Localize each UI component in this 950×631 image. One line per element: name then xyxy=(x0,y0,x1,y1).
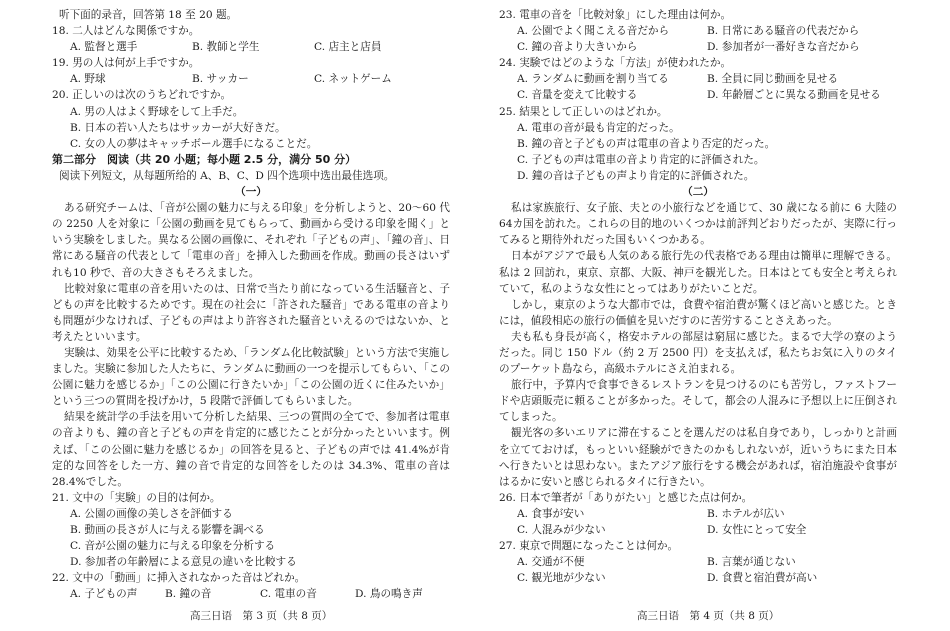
question-21: 21. 文中の「実験」の目的は何か。 xyxy=(52,491,221,504)
option: A. 子どもの声 xyxy=(70,588,138,601)
question-22: 22. 文中の「動画」に挿入されなかった音はどれか。 xyxy=(52,572,306,585)
passage-paragraph: 比較対象に電車の音を用いたのは、日常で当たり前になっている生活騒音と、子どもの声を比較するためです。現在の社会に「許された騒音」である電車の音よりも問題が少なければ、子どもの声はより許容された騒音といえるのではないか、と考えたといいます。 xyxy=(52,282,450,343)
section-title: 第二部分 阅读（共 20 小题；每小题 2.5 分，满分 50 分） xyxy=(52,152,357,166)
left-column xyxy=(52,7,450,602)
right-column xyxy=(499,7,897,586)
passage-paragraph: しかし，東京のような大都市では，食費や宿泊費が驚くほど高いと感じた。ときには，値段相応の旅行の価値を見いだすのに苦労することさえあった。 xyxy=(499,298,897,327)
passage-paragraph: 観光客の多いエリアに滞在することを選んだのは私自身であり，しっかりと計画を立てておけば，もっといい経験ができたのかもしれないが，近いうちにまた日本へ行きたいとは思わない。またアジア旅行をする機会があれば，宿泊施設や食事がはるかに安いと感じられるタイに行きたい。 xyxy=(499,427,897,488)
option: B. 言葉が通じない xyxy=(707,556,796,569)
question-24: 24. 実験ではどのような「方法」が使われたか。 xyxy=(499,57,732,70)
option: B. サッカー xyxy=(192,73,249,86)
option: C. 鐘の音より大きいから xyxy=(517,41,638,54)
option: A. ランダムに動画を割り当てる xyxy=(517,73,669,86)
option: B. ホテルが広い xyxy=(707,507,785,520)
passage-two-title: （二） xyxy=(682,186,714,199)
option: D. 鐘の音は子どもの声より肯定的に評価された。 xyxy=(517,169,755,182)
question-24-options xyxy=(499,71,897,87)
question-27-options xyxy=(499,570,897,586)
question-18: 18. 二人はどんな関係ですか。 xyxy=(52,25,200,38)
question-24-options xyxy=(499,87,897,103)
question-23-options xyxy=(499,39,897,55)
listening-instruction: 听下面的录音，回答第 18 至 20 题。 xyxy=(59,9,238,21)
question-22-options xyxy=(52,586,450,602)
option: D. 参加者の年齢層による意見の違いを比較する xyxy=(70,556,297,569)
page-footer-right: 高三日语 第 4 页（共 8 页） xyxy=(637,610,780,622)
page-footer-left: 高三日语 第 3 页（共 8 页） xyxy=(190,610,333,622)
question-27-options xyxy=(499,554,897,570)
passage-paragraph: 実験は、効果を公平に比較するため、「ランダム化比較試験」という方法で実施しました。実験に参加した人たちに、ランダムに動画の一つを提示してもらい、「この公園に魅力を感じるか」「この公園に行きたいか」「この公園の近くに住みたいか」という三つの質問を投げかけ，5 段階で評価してもらいました。 xyxy=(52,346,450,408)
question-19: 19. 男の人は何が上手ですか。 xyxy=(52,57,200,70)
option: B. 日常にある騒音の代表だから xyxy=(707,25,860,38)
option: A. 公園の画像の美しさを評価する xyxy=(70,507,233,520)
option: A. 食事が安い xyxy=(517,507,585,520)
option: C. 音が公園の魅力に与える印象を分析する xyxy=(70,540,276,553)
option: B. 動画の長さが人に与える影響を調べる xyxy=(70,524,265,536)
question-19-options xyxy=(52,71,450,87)
option: D. 鳥の鳴き声 xyxy=(355,588,423,601)
option: C. ネットゲーム xyxy=(314,73,392,86)
question-20: 20. 正しいのは次のうちどれですか。 xyxy=(52,89,232,102)
passage-paragraph: 夫も私も身長が高く，格安ホテルの部屋は窮屈に感じた。まるで大学の寮のようだった。同じ 150 ドル（約 2 万 2500 円）を支払えば，私たちお気に入りのタイのプーケット島なら，高級ホテルにさえ泊まれる。 xyxy=(499,330,897,376)
passage-paragraph: 結果を統計学の手法を用いて分析した結果、三つの質問の全てで、参加者は電車の音よりも、鐘の音と子どもの声を肯定的に感じたことが分かったといいます。例えば、「この公園に魅力を感じるか」の回答を見ると、子どもの声では 41.4%が肯定的な回答をした一方、鐘の音で肯定的な回答をしたのは 34.3%、電車の音は 28.4%でした。 xyxy=(52,411,450,488)
question-26-options xyxy=(499,506,897,522)
option: B. 鐘の音と子どもの声は電車の音より否定的だった。 xyxy=(517,137,776,150)
option: A. 男の人はよく野球をして上手だ。 xyxy=(70,105,244,118)
option: D. 参加者が一番好きな音だから xyxy=(707,41,860,54)
question-18-options xyxy=(52,39,450,55)
option: C. 店主と店員 xyxy=(314,41,382,54)
passage-one-title: （一） xyxy=(235,186,267,199)
option: A. 野球 xyxy=(70,73,106,86)
option: A. 電車の音が最も肯定的だった。 xyxy=(517,121,680,134)
option: A. 監督と選手 xyxy=(70,41,138,54)
option: B. 日本の若い人たちはサッカーが大好きだ。 xyxy=(70,121,286,134)
passage-paragraph: 私は家族旅行、女子旅、夫との小旅行などを通じて、30 歳になる前に 6 大陸の64カ国を訪れた。これらの目的地のいくつかは前評判どおりだったが、実際に行ってみると期待外れだった国もいくつかある。 xyxy=(499,202,897,247)
section-instruction: 阅读下列短文，从每题所给的 A、B、C、D 四个选项中选出最佳选项。 xyxy=(59,169,395,182)
question-27: 27. 東京で問題になったことは何か。 xyxy=(499,540,679,553)
option: A. 交通が不便 xyxy=(517,556,585,569)
question-26-options xyxy=(499,522,897,538)
passage-paragraph: 旅行中，予算内で食事できるレストランを見つけるのにも苦労し，ファストフードや店頭販売に頼ることが多かった。そして，都会の人混みに予想以上に圧倒されてしまった。 xyxy=(499,379,897,424)
option: D. 年齢層ごとに異なる動画を見せる xyxy=(707,89,881,102)
option: C. 電車の音 xyxy=(260,588,317,601)
question-23-options xyxy=(499,23,897,39)
question-23: 23. 電車の音を「比較対象」にした理由は何か。 xyxy=(499,9,732,21)
question-26: 26. 日本で筆者が「ありがたい」と感じた点は何か。 xyxy=(499,491,753,504)
option: A. 公園でよく聞こえる音だから xyxy=(517,25,670,38)
option: C. 観光地が少ない xyxy=(517,572,606,585)
passage-paragraph: ある研究チームは、「音が公園の魅力に与える印象」を分析しようと、20～60 代の 2250 人を対象に「公園の動画を見てもらって、動画から受ける印象を聞く」という実験をしました。異なる公園の画像に、それぞれ「子どもの声」、「鐘の音」、日常にある騒音の代表として「電車の音」を挿入した動画を作成。動画の長さはいずれも10 秒で、音の大きさもそろえました。 xyxy=(52,202,450,279)
option: C. 人混みが少ない xyxy=(517,524,606,536)
option: C. 音量を変えて比較する xyxy=(517,89,638,102)
option: B. 教師と学生 xyxy=(192,41,260,54)
option: B. 全員に同じ動画を見せる xyxy=(707,73,839,86)
question-25: 25. 結果として正しいのはどれか。 xyxy=(499,105,668,118)
passage-paragraph: 日本がアジアで最も人気のある旅行先の代表格である理由は簡単に理解できる。私は 2 回訪れ，東京、京都、大阪、神戸を観光した。日本はとても安全と考えられていて，私のような女性にとってはありがたいことだ。 xyxy=(499,250,897,295)
option: B. 鐘の音 xyxy=(165,588,212,601)
option: D. 女性にとって安全 xyxy=(707,524,807,536)
option: C. 子どもの声は電車の音より肯定的に評価された。 xyxy=(517,153,765,166)
option: C. 女の人の夢はキャッチボール選手になることだ。 xyxy=(70,137,318,150)
option: D. 食費と宿泊費が高い xyxy=(707,572,818,585)
